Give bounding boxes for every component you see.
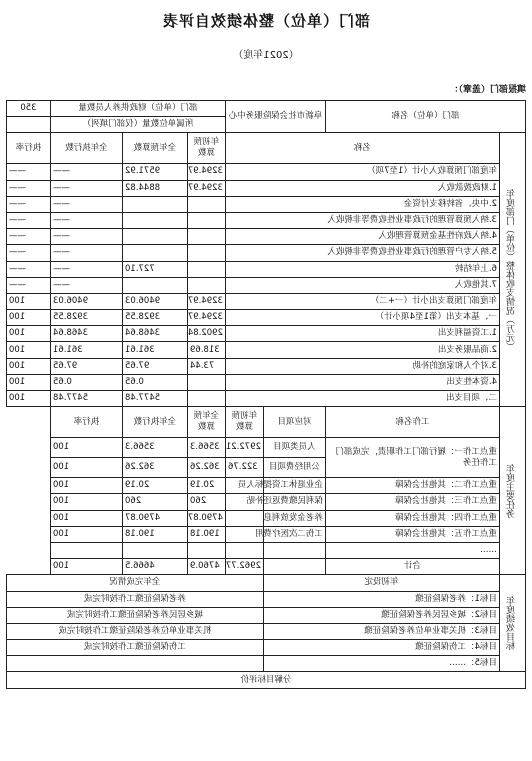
goal-set-text: 目标2：城乡居民养老保险征缴 — [263, 607, 499, 623]
task-full-value: 260 — [187, 494, 225, 510]
task-rate-value: 100 — [50, 458, 122, 478]
budget-initial-value: 318.69 — [187, 342, 225, 358]
budget-rate-value: 100 — [6, 342, 50, 358]
goal-set-text: 目标5：…… — [263, 656, 499, 672]
task-project-name: 企业退休工资提标人员 — [263, 478, 325, 494]
tasks-row — [6, 494, 525, 510]
budget-item-name: 1.财政拨款收入 — [225, 180, 499, 196]
task-project-name: 人员类项目 — [263, 438, 325, 458]
task-rate-value: 100 — [50, 494, 122, 510]
budget-row — [6, 180, 525, 196]
budget-rate-value: —— — [6, 180, 50, 196]
goal-set-text: 目标3：机关事业单位养老保险征缴 — [263, 623, 499, 639]
budget-initial-value — [187, 196, 225, 212]
tasks-row — [6, 542, 525, 558]
budget-initial-value — [187, 374, 225, 390]
budget-header-exec: 全年执行数 — [50, 133, 122, 164]
tasks-side-label: 年度主要任务 — [500, 407, 526, 575]
goals-row — [6, 656, 525, 672]
budget-initial-value — [187, 229, 225, 245]
staff-value: 350 — [6, 101, 50, 117]
budget-exec-value: —— — [50, 180, 122, 196]
task-project-name: 养老金发放利息 — [263, 510, 325, 526]
goal-set-text: 目标4：工伤保险征缴 — [263, 640, 499, 656]
budget-row — [6, 212, 525, 228]
budget-full-value: 9571.92 — [122, 164, 187, 180]
tasks-total-label: 合计 — [325, 559, 499, 575]
tasks-header-full: 全年预算数 — [187, 407, 225, 438]
budget-rate-value: —— — [6, 229, 50, 245]
budget-row — [6, 277, 525, 293]
goals-row — [6, 640, 525, 656]
task-full-value: 4760.9 — [187, 559, 225, 575]
budget-row — [6, 342, 525, 358]
task-initial-value: 2962.77 — [225, 559, 263, 575]
tasks-header-rate: 执行率 — [50, 407, 122, 438]
task-rate-value — [50, 542, 122, 558]
goal-done-text: 城乡居民养老保险征缴工作按时完成 — [6, 607, 263, 623]
task-full-value: 3566.3 — [187, 438, 225, 458]
budget-full-value — [122, 277, 187, 293]
tasks-total-row — [6, 559, 525, 575]
task-project-name — [263, 542, 325, 558]
budget-row — [6, 358, 525, 374]
budget-rate-value: 100 — [6, 374, 50, 390]
task-rate-value: 100 — [50, 559, 122, 575]
tasks-header-initial: 年初预算数 — [225, 407, 263, 438]
budget-initial-value: 3294.97 — [187, 164, 225, 180]
staff-label: 部门（单位）财政供养人员数量 — [50, 101, 225, 117]
budget-item-name: 4.资本性支出 — [225, 374, 499, 390]
budget-exec-value: 97.65 — [50, 358, 122, 374]
page-subtitle: （2021年度） — [233, 50, 299, 61]
budget-item-name: 3.纳入预算管理的行政事业性收费等非税收入 — [225, 212, 499, 228]
tasks-header-project: 对应项目 — [263, 407, 325, 438]
sub-label: 所属单位数量（仅部门填列） — [50, 117, 225, 133]
goals-row — [6, 623, 525, 639]
budget-header-row — [6, 133, 525, 164]
budget-header-rate: 执行率 — [6, 133, 50, 164]
task-initial-value: 322.76 — [225, 458, 263, 478]
task-full-value — [187, 542, 225, 558]
budget-initial-value: 3294.97 — [187, 180, 225, 196]
budget-rate-value: —— — [6, 212, 50, 228]
budget-rate-value: 100 — [6, 391, 50, 407]
budget-item-name: 年度部门预算支出小计（一+二） — [225, 293, 499, 309]
budget-item-name: 3.对个人和家庭的补助 — [225, 358, 499, 374]
budget-exec-value: —— — [50, 245, 122, 261]
budget-full-value: 8844.82 — [122, 180, 187, 196]
sub-value — [6, 117, 50, 133]
budget-initial-value: 73.44 — [187, 358, 225, 374]
budget-exec-value: —— — [50, 164, 122, 180]
task-exec-value: 260 — [122, 494, 187, 510]
budget-exec-value: 3928.55 — [50, 310, 122, 326]
budget-initial-value: 3294.97 — [187, 293, 225, 309]
budget-item-name: 二、项目支出 — [225, 391, 499, 407]
budget-item-name: 年度部门预算收入小计（1至7项） — [225, 164, 499, 180]
budget-row — [6, 164, 525, 180]
footer-label: 分解目标评价 — [6, 672, 525, 688]
budget-full-value: 3928.55 — [122, 310, 187, 326]
budget-exec-value: —— — [50, 212, 122, 228]
dept-label: 部门（单位）名称 — [325, 101, 525, 133]
budget-rate-value: —— — [6, 196, 50, 212]
budget-header-name: 名称 — [225, 133, 499, 164]
budget-item-name: 5.纳入专户管理的行政事业性收费等非税收入 — [225, 245, 499, 261]
task-full-value: 190.18 — [187, 526, 225, 542]
task-full-value: 362.26 — [187, 458, 225, 478]
tasks-header-exec: 全年执行数 — [122, 407, 187, 438]
task-exec-value: 190.18 — [122, 526, 187, 542]
task-exec-value: 4790.87 — [122, 510, 187, 526]
budget-item-name: 2.商品服务支出 — [225, 342, 499, 358]
task-work-name: 重点工作一：履行部门工作职责，完成部门工作任务 — [325, 438, 499, 478]
budget-rate-value: —— — [6, 277, 50, 293]
task-work-name: 重点工作五：其他社会保障 — [325, 526, 499, 542]
budget-initial-value — [187, 277, 225, 293]
budget-item-name: 2.中央、省转移支付资金 — [225, 196, 499, 212]
budget-row — [6, 293, 525, 309]
task-rate-value: 100 — [50, 478, 122, 494]
goal-done-text: 工伤保险征缴工作按时完成 — [6, 640, 263, 656]
task-project-name: 工伤二次医疗费用 — [263, 526, 325, 542]
budget-item-name: 6.上年结转 — [225, 261, 499, 277]
task-exec-value — [122, 542, 187, 558]
budget-initial-value: 3294.97 — [187, 310, 225, 326]
task-work-name: 重点工作三：其他社会保障 — [325, 494, 499, 510]
page-title: 部门（单位）整体绩效自评表 — [162, 12, 371, 30]
goals-header-row — [6, 575, 525, 591]
budget-exec-value: —— — [50, 261, 122, 277]
budget-row — [6, 245, 525, 261]
budget-row — [6, 374, 525, 390]
goals-side-label: 年度绩效目标 — [500, 575, 526, 672]
budget-exec-value: 5477.48 — [50, 391, 122, 407]
budget-side-label: 年度部门（单位）整体收支情况（万元） — [500, 133, 526, 407]
task-work-name: …… — [325, 542, 499, 558]
task-exec-value: 20.19 — [122, 478, 187, 494]
task-full-value: 4790.87 — [187, 510, 225, 526]
budget-full-value — [122, 212, 187, 228]
task-initial-value — [225, 510, 263, 526]
budget-row — [6, 229, 525, 245]
budget-exec-value: 9406.03 — [50, 293, 122, 309]
info-row-1 — [6, 101, 525, 117]
footer-row — [6, 672, 525, 688]
tasks-header-work: 工作名称 — [325, 407, 499, 438]
budget-rate-value: 100 — [6, 326, 50, 342]
budget-exec-value: —— — [50, 196, 122, 212]
budget-item-name: 7.其他收入 — [225, 277, 499, 293]
tasks-row — [6, 510, 525, 526]
tasks-row — [6, 438, 525, 458]
task-project-name: 公用经费项目 — [263, 458, 325, 478]
goals-row — [6, 607, 525, 623]
unit-label: 填报部门（盖章）： — [449, 85, 526, 95]
budget-full-value: 727.10 — [122, 261, 187, 277]
dept-value: 阜新市社会保险服务中心 — [225, 101, 325, 133]
task-project-name — [263, 559, 325, 575]
goals-header-set: 年初设定 — [263, 575, 499, 591]
goal-set-text: 目标1：养老保险征缴 — [263, 591, 499, 607]
budget-rate-value: 100 — [6, 358, 50, 374]
budget-exec-value: —— — [50, 277, 122, 293]
budget-full-value: 3468.64 — [122, 326, 187, 342]
budget-initial-value — [187, 245, 225, 261]
goal-done-text: 机关事业单位养老保险征缴工作按时完成 — [6, 623, 263, 639]
task-exec-value: 4666.5 — [122, 559, 187, 575]
task-exec-value: 362.26 — [122, 458, 187, 478]
goal-done-text: 养老保险征缴工作按时完成 — [6, 591, 263, 607]
budget-row — [6, 326, 525, 342]
tasks-header-row — [6, 407, 525, 438]
budget-rate-value: —— — [6, 261, 50, 277]
task-project-name: 保利民缴费返还补贴 — [263, 494, 325, 510]
budget-initial-value: 2902.84 — [187, 326, 225, 342]
task-initial-value — [225, 542, 263, 558]
task-rate-value: 100 — [50, 438, 122, 458]
budget-full-value: 5477.48 — [122, 391, 187, 407]
budget-initial-value — [187, 261, 225, 277]
budget-header-initial: 年初预算数 — [187, 133, 225, 164]
budget-item-name: 1.工资福利支出 — [225, 326, 499, 342]
budget-rate-value: 100 — [6, 310, 50, 326]
budget-full-value: 97.65 — [122, 358, 187, 374]
tasks-row — [6, 478, 525, 494]
budget-full-value: 9406.03 — [122, 293, 187, 309]
budget-exec-value: 361.61 — [50, 342, 122, 358]
budget-item-name: 4.纳入政府性基金预算管理收入 — [225, 229, 499, 245]
budget-rate-value: —— — [6, 245, 50, 261]
budget-rate-value: —— — [6, 164, 50, 180]
task-exec-value: 3566.3 — [122, 438, 187, 458]
task-rate-value: 100 — [50, 510, 122, 526]
goals-row — [6, 591, 525, 607]
budget-row — [6, 196, 525, 212]
goals-header-done: 全年完成情况 — [6, 575, 263, 591]
budget-full-value: 0.65 — [122, 374, 187, 390]
task-full-value: 20.19 — [187, 478, 225, 494]
task-rate-value: 100 — [50, 526, 122, 542]
budget-rate-value: 100 — [6, 293, 50, 309]
budget-full-value — [122, 245, 187, 261]
tasks-row — [6, 526, 525, 542]
budget-full-value — [122, 196, 187, 212]
task-initial-value: 2972.21 — [225, 438, 263, 458]
budget-exec-value: —— — [50, 229, 122, 245]
budget-initial-value — [187, 391, 225, 407]
budget-full-value: 361.61 — [122, 342, 187, 358]
evaluation-table — [6, 100, 526, 689]
budget-row — [6, 310, 525, 326]
budget-exec-value: 0.65 — [50, 374, 122, 390]
budget-exec-value: 3468.64 — [50, 326, 122, 342]
budget-item-name: 一、基本支出（第1至4项小计） — [225, 310, 499, 326]
goal-done-text — [6, 656, 263, 672]
task-work-name: 重点工作二：其他社会保障 — [325, 478, 499, 494]
budget-header-full: 全年预算数 — [122, 133, 187, 164]
budget-initial-value — [187, 212, 225, 228]
budget-full-value — [122, 229, 187, 245]
budget-row — [6, 261, 525, 277]
task-work-name: 重点工作四：其他社会保障 — [325, 510, 499, 526]
budget-row — [6, 391, 525, 407]
